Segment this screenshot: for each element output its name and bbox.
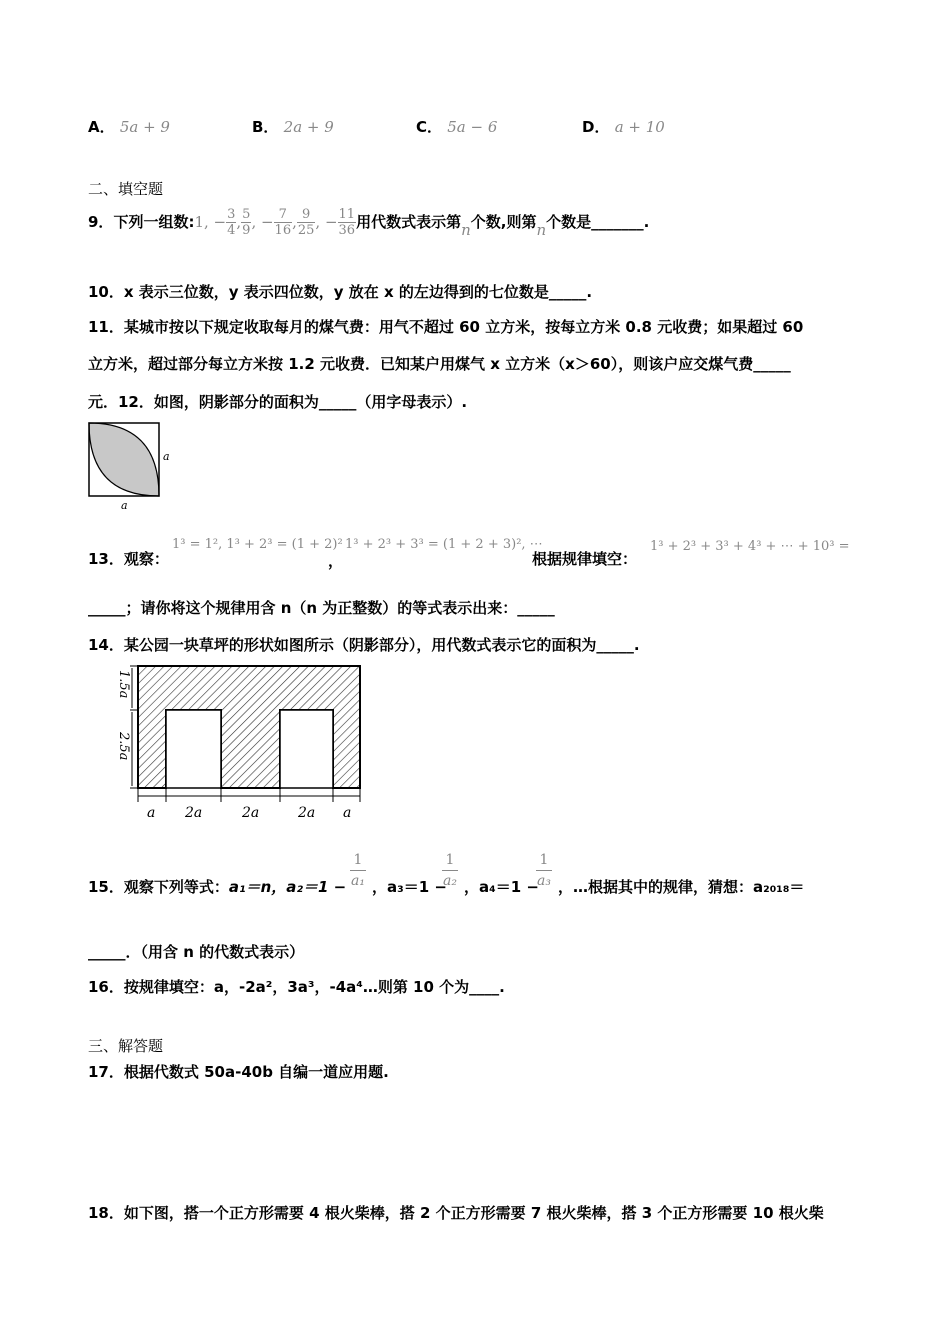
q15-a4: ，a₄＝1 − [464, 878, 539, 896]
q15-frac-a3: $\frac{1}{\text{a₃}}$ [537, 852, 551, 889]
q15-a3: ，a₃＝1 − [372, 878, 447, 896]
q9-frac-4: $\frac{9}{25}$ [297, 207, 315, 238]
fig12-label-bottom: a [121, 499, 128, 512]
fig14-bottom-label-5: a [343, 805, 352, 821]
option-a [88, 116, 170, 137]
section-3-title: 三、解答题 [88, 1037, 164, 1055]
q13-number: 13． [88, 550, 124, 568]
option-c-expr: 5a − 6 [447, 118, 498, 136]
fig12-label-right: a [163, 450, 170, 463]
option-a-expr: 5a + 9 [119, 118, 170, 136]
option-d-label: D． [582, 118, 610, 136]
question-11-line1: 11．某城市按以下规定收取每月的煤气费：用气不超过 60 立方米，按每立方米 0.8 元收费；如果超过 60 [88, 318, 804, 336]
q9-var-n: n [461, 221, 471, 239]
option-b-expr: 2a + 9 [283, 118, 334, 136]
q9-sign: , [292, 213, 297, 231]
q13-eq3: 1³ + 2³ + 3³ + 4³ + ⋯ + 10³ = [650, 539, 850, 554]
question-14: 14．某公园一块草坪的形状如图所示（阴影部分），用代数式表示它的面积为_____. [88, 636, 640, 654]
q9-sign: , − [251, 213, 274, 231]
q9-frac-1: $\frac{3}{4}$ [227, 207, 236, 238]
q13-label: 观察： [123, 550, 169, 568]
fig14-label-side: 2.5a [116, 732, 131, 761]
q9-number: 9． [88, 213, 114, 231]
q15-number: 15． [88, 878, 124, 896]
figure-14-svg [100, 662, 370, 822]
question-11-line2: 立方米，超过部分每立方米按 1.2 元收费．已知某户用煤气 x 立方米（x＞60），则该户应交煤气费_____ [88, 355, 791, 373]
fig14-bottom-label-4: 2a [298, 805, 316, 821]
question-11-line3: 元．12．如图，阴影部分的面积为_____（用字母表示）. [88, 393, 468, 411]
fig14-bottom-label-1: a [147, 805, 156, 821]
question-17: 17．根据代数式 50a-40b 自编一道应用题. [88, 1063, 389, 1081]
q15-text2: ，…根据其中的规律，猜想：a₂₀₁₈＝ [558, 878, 805, 896]
question-15-line2: _____．（用含 n 的代数式表示） [88, 943, 305, 961]
question-16: 16．按规律填空：a，-2a²，3a³，-4a⁴…则第 10 个为____. [88, 978, 505, 996]
section-2-title: 二、填空题 [88, 180, 164, 198]
q9-text-mid: 用代数式表示第 [356, 213, 462, 231]
question-13 [88, 548, 169, 569]
q9-sign: , − [315, 213, 338, 231]
option-d [582, 116, 665, 137]
figure-14 [100, 662, 370, 822]
opening-left [166, 710, 221, 788]
q9-frac-2: $\frac{5}{9}$ [242, 207, 251, 238]
q13-comma: ， [328, 552, 344, 570]
shaded-lens [89, 423, 159, 496]
q9-seq-start: 1, − [194, 213, 227, 231]
q15-frac-a1: $\frac{1}{\text{a₁}}$ [351, 852, 365, 889]
q15-a2: a₂＝1 − [286, 878, 347, 896]
q13-text-mid: 根据规律填空： [532, 550, 638, 568]
q9-text-end: 个数是_______. [546, 213, 650, 231]
option-a-label: A． [88, 118, 115, 136]
q9-frac-3: $\frac{7}{16}$ [274, 207, 292, 238]
q9-text-before: 下列一组数: [113, 213, 195, 231]
q13-eq2: 1³ + 2³ + 3³ = (1 + 2 + 3)², ⋯ [345, 537, 543, 552]
question-10: 10．x 表示三位数，y 表示四位数，y 放在 x 的左边得到的七位数是_____. [88, 283, 593, 301]
figure-12-svg [86, 420, 178, 512]
question-13-line2: _____；请你将这个规律用含 n（n 为正整数）的等式表示出来：_____ [88, 599, 555, 617]
q15-text1: 观察下列等式： [123, 878, 229, 896]
q15-a1: a₁＝n， [228, 878, 287, 896]
q9-text-mid2: 个数,则第 [470, 213, 537, 231]
fig14-label-top: 1.5a [116, 670, 131, 699]
figure-12 [86, 420, 178, 512]
question-9 [88, 204, 649, 240]
fig14-bottom-label-3: 2a [242, 805, 260, 821]
option-b-label: B． [252, 118, 279, 136]
q13-eq1: 1³ = 1², 1³ + 2³ = (1 + 2)² [172, 537, 343, 552]
opening-right [280, 710, 333, 788]
fig14-bottom-label-2: 2a [185, 805, 203, 821]
option-d-expr: a + 10 [614, 118, 665, 136]
option-c [416, 116, 497, 137]
q15-frac-a2: $\frac{1}{\text{a₂}}$ [443, 852, 457, 889]
q9-frac-5: $\frac{11}{36}$ [338, 207, 356, 238]
question-15 [88, 876, 346, 897]
q9-var-n2: n [536, 221, 547, 239]
option-b [252, 116, 334, 137]
question-18: 18．如下图，搭一个正方形需要 4 根火柴棒，搭 2 个正方形需要 7 根火柴棒，搭 3 个正方形需要 10 根火柴 [88, 1204, 824, 1222]
q9-sign: , [236, 213, 242, 231]
option-c-label: C． [416, 118, 443, 136]
